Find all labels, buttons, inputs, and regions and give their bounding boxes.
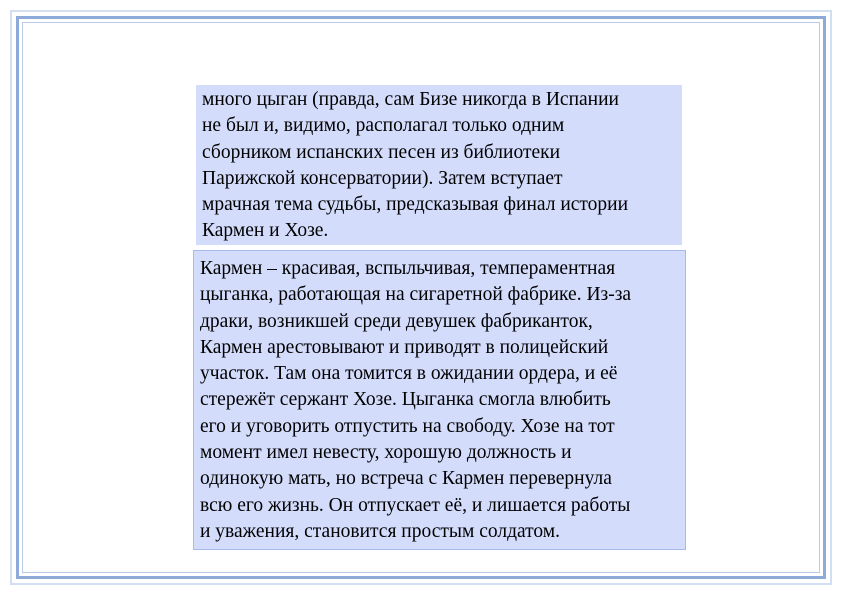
text-box-top: много цыган (правда, сам Бизе никогда в Испании не был и, видимо, располагал только одним сборником испанских песен из библиотеки Парижской консерватории). Затем вступает мрачная тема судьбы, предсказывая финал истории Кармен и Хозе. (196, 85, 682, 245)
text-box-bottom: Кармен – красивая, вспыльчивая, темпераментная цыганка, работающая на сигаретной фабрике. Из-за драки, возникшей среди девушек фабриканток, Кармен арестовывают и приводят в полицейский участок. Там она томится в ожидании ордера, и её стережёт сержант Хозе. Цыганка смогла влюбить его и уговорить отпустить на свободу. Хозе на тот момент имел невесту, хорошую должность и одинокую мать, но встреча с Кармен перевернула всю его жизнь. Он отпускает её, и лишается работы и уважения, становится простым солдатом. (193, 250, 686, 550)
